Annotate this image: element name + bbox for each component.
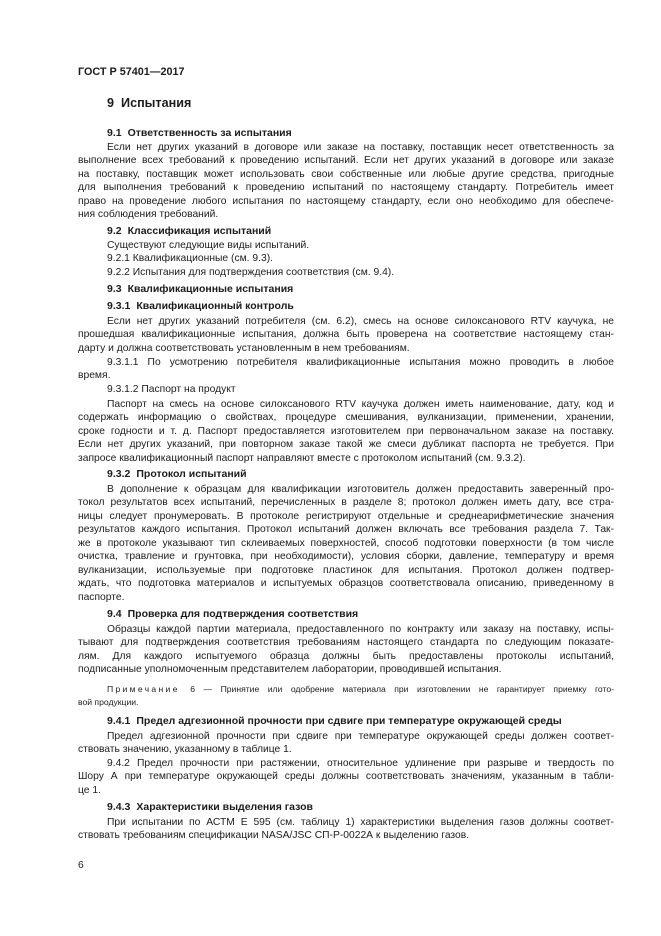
text-line: время. [78, 370, 111, 382]
heading-number: 9.4.1 [107, 715, 131, 727]
heading-number: 9.3.2 [107, 468, 131, 480]
heading-9-3-2 [78, 467, 614, 481]
heading-number: 9.4.3 [107, 801, 131, 813]
text-line: Если нет других указаний, при повторном заказе такой же смеси дубликат паспорта не требуется. При [78, 439, 614, 451]
paragraph-9-4 [78, 623, 614, 677]
heading-9-4-3 [78, 800, 614, 814]
heading-number: 9.1 [107, 127, 122, 139]
text-line: сроке годности и т. д. Паспорт предоставляется изготовителем при первоначальном заказе на поставку. [78, 425, 614, 437]
text-line: При испытании по АСТМ Е 595 (см. таблицу 1) характеристики выделения газов должны соответ- [107, 817, 614, 828]
text-line: В дополнение к образцам для квалификации изготовитель должен предоставить заверенный про- [107, 484, 614, 495]
heading-9-1 [78, 126, 614, 140]
text-line: право на проведение любого испытания по настоящему стандарту, если оно необходимо для обеспече- [78, 195, 614, 207]
note-line [78, 683, 614, 696]
text-line: Шору А при температуре окружающей среды должны соответствовать значениям, указанным в табли- [78, 771, 614, 783]
page-number: 6 [78, 860, 84, 871]
text-line: Образцы каждой партии материала, предоставленного по контракту или заказу на поставку, испы- [107, 624, 614, 635]
text-line: 9.2.1 Квалификационные (см. 9.3). [107, 253, 274, 265]
text-line: дарту и должна соответствовать установленным в нем требованиям. [78, 342, 410, 354]
paragraph-9-4-1 [78, 730, 614, 757]
text-line: ждать, что подготовка материалов и испытуемых образцов соответствовала описанию, приведенному в [78, 578, 614, 590]
paragraph-9-3-1-2 [78, 398, 614, 465]
paragraph-9-3-1-1 [78, 356, 614, 383]
heading-text: Протокол испытаний [136, 468, 247, 480]
note-6 [78, 683, 614, 708]
heading-9-2 [78, 224, 614, 238]
text-line: 9.2.2 Испытания для подтверждения соответствия (см. 9.4). [107, 266, 395, 278]
heading-9-4-1 [78, 714, 614, 728]
heading-9-3 [78, 282, 614, 296]
heading-text: Характеристики выделения газов [136, 801, 313, 813]
text-line: 9.4.2 Предел прочности при растяжении, относительное удлинение при разрыве и твердость по [107, 758, 614, 769]
text-line: лям. Для каждого испытуемого образца должны быть предоставлены протоколы испытаний, [78, 650, 614, 662]
text-line: же в протоколе указывают тип склеиваемых поверхностей, способ подготовки поверхности (в том числе [78, 537, 614, 549]
heading-text: Предел адгезионной прочности при сдвиге при температуре окружающей среды [136, 715, 562, 727]
text-line: токол результатов всех испытаний, перечисленных в разделе 8; протокол должен иметь дату, все стра- [78, 497, 614, 509]
text-line: очистка, травление и грунтовка, при необходимости), условия сборки, давление, температуру и время [78, 551, 614, 563]
text-line: результатов каждого испытания. Протокол испытаний должен включать все требования раздела 7. Так- [78, 524, 614, 536]
section-number: 9 [107, 96, 115, 110]
document-id: ГОСТ Р 57401—2017 [78, 66, 185, 78]
heading-number: 9.3 [107, 283, 122, 295]
paragraph-9-4-2 [78, 757, 614, 797]
paragraph-9-1 [78, 141, 614, 222]
heading-text: Квалификационный контроль [136, 300, 294, 312]
paragraph-9-3-1 [78, 315, 614, 355]
heading-9-4 [78, 607, 614, 621]
heading-text: Квалификационные испытания [127, 283, 294, 295]
section-title [78, 95, 614, 111]
heading-text: Ответственность за испытания [127, 127, 292, 139]
paragraph-9-2 [78, 239, 614, 279]
text-line: ницы следует пронумеровать. В протоколе регистрируют отдельные и среднеарифметические значения [78, 510, 614, 522]
text-line: Паспорт на смесь на основе силоксанового RTV каучука должен иметь наименование, дату, код и [107, 399, 614, 410]
text-line: Если нет других указаний потребителя (см. 6.2), смесь на основе силоксанового RTV каучука, не [107, 316, 614, 327]
text-line: вулканизации, используемые при подготовке пластинок для испытания. Протокол должен подтвер- [78, 564, 614, 576]
heading-9-3-1 [78, 299, 614, 313]
section-title-text: Испытания [121, 96, 192, 110]
text-line: прошедшая квалификационные испытания, должна быть проверена на соответствие настоящему стан- [78, 329, 614, 341]
text-line: ствовать значению, указанному в таблице 1. [78, 744, 292, 756]
heading-number: 9.2 [107, 225, 122, 237]
text-line: подписанные уполномоченным представителем лаборатории, проводившей испытания. [78, 664, 502, 676]
text-line: тывают для подтверждения соответствия требованиям настоящего стандарта по следующим показате- [78, 637, 614, 649]
text-line: 9.3.1.1 По усмотрению потребителя квалификационные испытания можно проводить в любое [107, 357, 614, 368]
text-line: паспорте. [78, 591, 125, 603]
note-label: Примечание [107, 684, 180, 694]
note-line: вой продукции. [78, 696, 139, 707]
text-line: на поставку, поставщик может использовать свои собственные или любые другие средства, пригодные [78, 168, 614, 180]
note-text: 6 — Принятие или одобрение материала при изготовлении не гарантирует приемку гото- [190, 684, 614, 694]
text-line: для выполнения требований к проведению испытаний по настоящему стандарту. Потребитель имеет [78, 182, 614, 194]
text-line: Существуют следующие виды испытаний. [107, 240, 310, 251]
text-line: запросе квалификационный паспорт направляют вместе с протоколом испытаний (см. 9.3.2). [78, 452, 526, 464]
heading-text: Классификация испытаний [127, 225, 272, 237]
text-line: выполнение всех требований к проведению испытаний. Если нет других указаний в договоре или заказе [78, 155, 614, 167]
text-line: 9.3.1.2 Паспорт на продукт [107, 384, 236, 395]
text-line: Предел адгезионной прочности при сдвиге при температуре окружающей среды должен соответ- [107, 731, 614, 742]
heading-text: Проверка для подтверждения соответствия [127, 608, 359, 620]
text-line: ствовать требованиям спецификации NASA/JSC СП-Р-0022А к выделению газов. [78, 830, 470, 842]
text-line: це 1. [78, 784, 101, 796]
paragraph-9-3-2 [78, 483, 614, 604]
text-line: Если нет других указаний в договоре или заказе на поставку, поставщик несет ответственность за [107, 142, 614, 153]
subheading-9-3-1-2 [78, 383, 614, 396]
heading-number: 9.4 [107, 608, 122, 620]
text-line: ния соблюдения требований. [78, 209, 219, 221]
heading-number: 9.3.1 [107, 300, 131, 312]
text-line: содержать информацию о свойствах, процедуре смешивания, вулканизации, применении, хранении, [78, 412, 614, 424]
paragraph-9-4-3 [78, 816, 614, 843]
